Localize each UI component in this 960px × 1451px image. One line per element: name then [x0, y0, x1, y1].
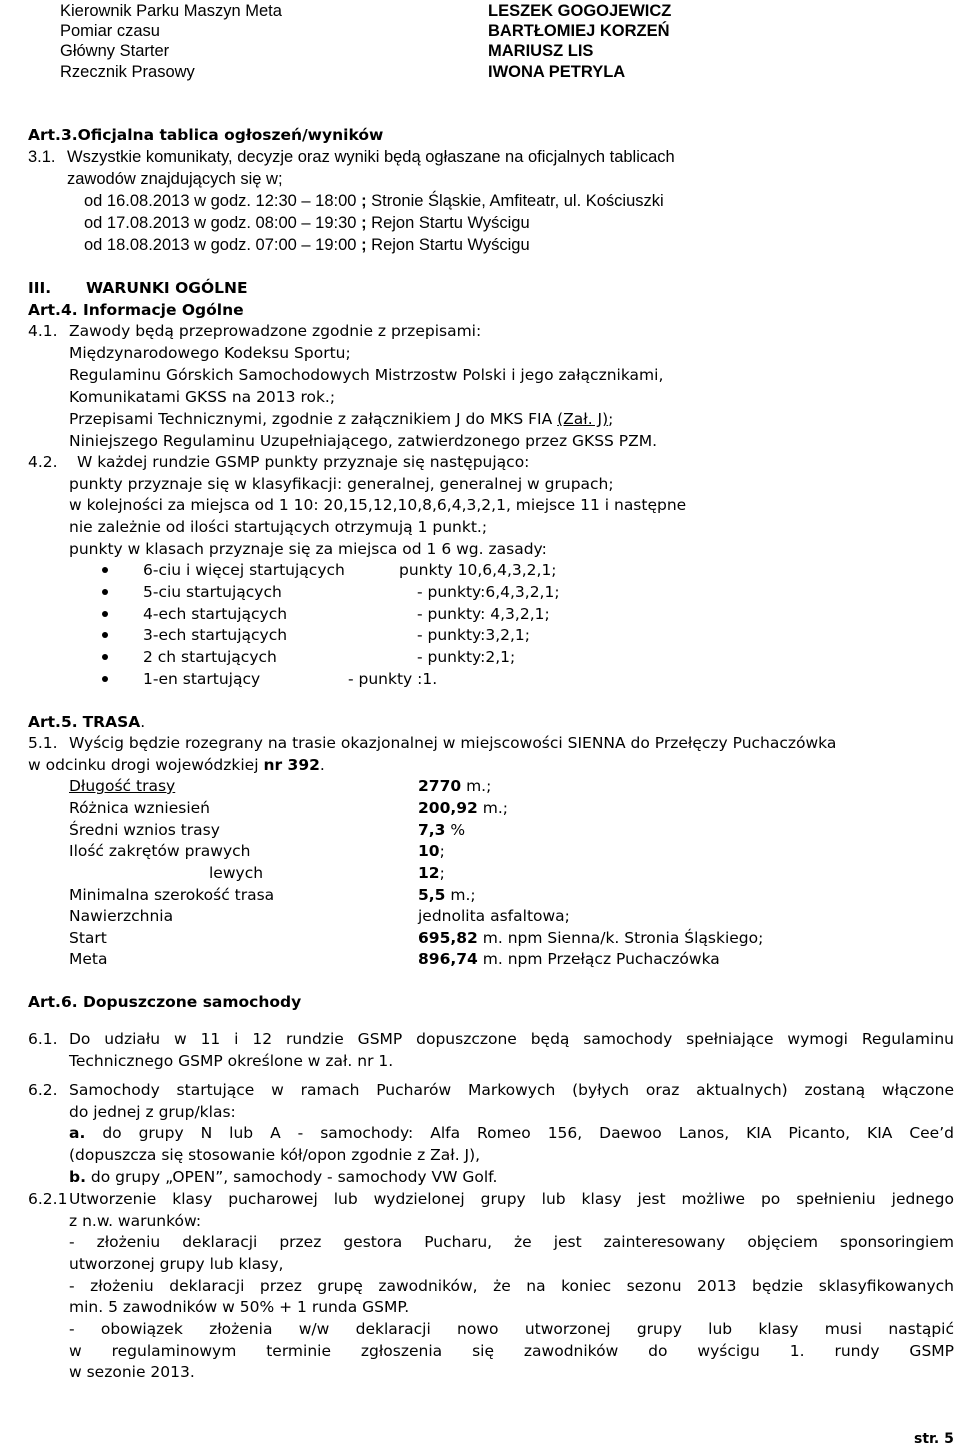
- points-value-1: punkty 10,6,4,3,2,1;: [399, 561, 557, 579]
- art4-heading: Art.4. Informacje Ogólne: [28, 301, 244, 319]
- route-value-start: 695,82 m. npm Sienna/k. Stronia Śląskiego;: [418, 929, 764, 947]
- art5-p1-num: 5.1.: [28, 734, 58, 752]
- art4-p1-line-2: Międzynarodowego Kodeksu Sportu;: [69, 344, 351, 362]
- art4-p2-line-3: w kolejności za miejsca od 1 10: 20,15,12,10,8,6,4,3,2,1, miejsce 11 i następne: [69, 496, 687, 514]
- route-value-finish: 896,74 m. npm Przełącz Puchaczówka: [418, 950, 720, 968]
- art4-p2-line-4: nie zależnie od ilości startujących otrzymują 1 punkt.;: [69, 518, 488, 536]
- art4-p2-num: 4.2.: [28, 453, 58, 471]
- bullet-icon: [102, 567, 108, 573]
- art6-p1-num: 6.1.: [28, 1030, 58, 1048]
- bullet-icon: [102, 654, 108, 660]
- route-value-width: 5,5 m.;: [418, 886, 476, 904]
- route-value-length: 2770 m.;: [418, 777, 492, 795]
- art6-p3-line-6: min. 5 zawodników w 50% + 1 runda GSMP.: [69, 1298, 410, 1316]
- art4-p1-line-3: Regulaminu Górskich Samochodowych Mistrzostw Polski i jego załącznikami,: [69, 366, 664, 384]
- points-value-6: - punkty :1.: [348, 670, 438, 688]
- official-role-2: Pomiar czasu: [60, 22, 160, 40]
- bullet-icon: [102, 676, 108, 682]
- points-value-4: - punkty:3,2,1;: [417, 626, 530, 644]
- route-label-right-turns: Ilość zakrętów prawych: [69, 842, 251, 860]
- official-role-4: Rzecznik Prasowy: [60, 63, 195, 81]
- art4-p1-last: Niniejszego Regulaminu Uzupełniającego, zatwierdzonego przez GKSS PZM.: [69, 432, 658, 450]
- art6-p2-line-a: Samochody startujące w ramach Pucharów Markowych (byłych oraz aktualnych) zostaną włączone: [69, 1081, 954, 1099]
- route-label-gradient: Średni wznios trasy: [69, 821, 220, 839]
- art6-p3-line-3: - złożeniu deklaracji przez gestora Pucharu, że jest zainteresowany objęciem sponsoringiem: [69, 1233, 954, 1251]
- art3-p1-line-a: Wszystkie komunikaty, decyzje oraz wyniki będą ogłaszane na oficjalnych tablicach: [67, 148, 675, 166]
- official-role-1: Kierownik Parku Maszyn Meta: [60, 2, 282, 20]
- art5-p1-line-b: w odcinku drogi wojewódzkiej nr 392.: [28, 756, 325, 774]
- route-label-width: Minimalna szerokość trasa: [69, 886, 275, 904]
- points-value-5: - punkty:2,1;: [417, 648, 516, 666]
- art3-date-2: od 17.08.2013 w godz. 08:00 – 19:30 ; Rejon Startu Wyścigu: [84, 214, 530, 232]
- art4-p1-line-4: Komunikatami GKSS na 2013 rok.;: [69, 388, 336, 406]
- art4-p2-line-5: punkty w klasach przyznaje się za miejsca od 1 6 wg. zasady:: [69, 540, 547, 558]
- art5-heading: Art.5. TRASA.: [28, 713, 146, 731]
- points-value-2: - punkty:6,4,3,2,1;: [417, 583, 560, 601]
- official-name-3: MARIUSZ LIS: [488, 42, 594, 60]
- points-label-4: 3-ech startujących: [143, 626, 288, 644]
- bullet-icon: [102, 632, 108, 638]
- page-number: str. 5: [914, 1431, 954, 1447]
- art6-p2-line-b: do jednej z grup/klas:: [69, 1103, 236, 1121]
- section-3-title: WARUNKI OGÓLNE: [86, 279, 248, 297]
- route-label-length: Długość trasy: [69, 777, 176, 795]
- official-name-2: BARTŁOMIEJ KORZEŃ: [488, 22, 670, 40]
- art4-p1-num: 4.1.: [28, 322, 58, 340]
- art4-p1-line-1: Zawody będą przeprowadzone zgodnie z przepisami:: [69, 322, 482, 340]
- points-label-1: 6-ciu i więcej startujących: [143, 561, 345, 579]
- art6-p3-line-5: - złożeniu deklaracji przez grupę zawodników, że na koniec sezonu 2013 będzie sklasyfikowanych: [69, 1277, 954, 1295]
- route-value-left-turns: 12;: [418, 864, 445, 882]
- official-name-4: IWONA PETRYLA: [488, 63, 626, 81]
- section-3-num: III.: [28, 279, 52, 297]
- art3-p1-line-b: zawodów znajdujących się w;: [67, 170, 283, 188]
- art4-p1-tech: Przepisami Technicznymi, zgodnie z załącznikiem J do MKS FIA (Zał. J);: [69, 410, 614, 428]
- art6-p3-line-9: w sezonie 2013.: [69, 1363, 195, 1381]
- art4-p2-line-2: punkty przyznaje się w klasyfikacji: generalnej, generalnej w grupach;: [69, 475, 614, 493]
- art3-date-3: od 18.08.2013 w godz. 07:00 – 19:00 ; Rejon Startu Wyścigu: [84, 236, 530, 254]
- points-label-2: 5-ciu startujących: [143, 583, 282, 601]
- points-label-6: 1-en startujący: [143, 670, 261, 688]
- official-role-3: Główny Starter: [60, 42, 170, 60]
- points-value-3: - punkty: 4,3,2,1;: [417, 605, 550, 623]
- route-label-left-turns: lewych: [209, 864, 264, 882]
- art6-p3-line-2: z n.w. warunków:: [69, 1212, 202, 1230]
- route-label-start: Start: [69, 929, 107, 947]
- art6-p1-line-a: Do udziału w 11 i 12 rundzie GSMP dopuszczone będą samochody spełniające wymogi Regulaminu: [69, 1030, 954, 1048]
- art3-heading: Art.3.Oficjalna tablica ogłoszeń/wyników: [28, 126, 384, 144]
- art6-p3-line-4: utworzonej grupy lub klasy,: [69, 1255, 284, 1273]
- art3-date-1: od 16.08.2013 w godz. 12:30 – 18:00 ; Stronie Śląskie, Amfiteatr, ul. Kościuszki: [84, 192, 664, 210]
- route-value-right-turns: 10;: [418, 842, 445, 860]
- art6-p1-line-b: Technicznego GSMP określone w zał. nr 1.: [69, 1052, 394, 1070]
- art6-p3-line-1: Utworzenie klasy pucharowej lub wydzielonej grupy lub klasy jest możliwe po spełnieniu jednego: [69, 1190, 954, 1208]
- route-label-surface: Nawierzchnia: [69, 907, 174, 925]
- route-value-gradient: 7,3 %: [418, 821, 466, 839]
- art6-p2-num: 6.2.: [28, 1081, 58, 1099]
- art6-p3-line-7: - obowiązek złożenia w/w deklaracji nowo utworzonej grupy lub klasy musi nastąpić: [69, 1320, 954, 1338]
- bullet-icon: [102, 589, 108, 595]
- route-label-finish: Meta: [69, 950, 108, 968]
- art4-p2-line-1: W każdej rundzie GSMP punkty przyznaje się następująco:: [77, 453, 530, 471]
- bullet-icon: [102, 611, 108, 617]
- art6-p3-line-8: w regulaminowym terminie zgłoszenia się zawodników do wyścigu 1. rundy GSMP: [69, 1342, 954, 1360]
- points-label-5: 2 ch startujących: [143, 648, 277, 666]
- art6-heading: Art.6. Dopuszczone samochody: [28, 993, 302, 1011]
- route-value-surface: jednolita asfaltowa;: [418, 907, 570, 925]
- route-label-elevation: Różnica wzniesień: [69, 799, 210, 817]
- art6-p2-line-d: (dopuszcza się stosowanie kół/opon zgodnie z Zał. J),: [69, 1146, 481, 1164]
- official-name-1: LESZEK GOGOJEWICZ: [488, 2, 672, 20]
- route-value-elevation: 200,92 m.;: [418, 799, 509, 817]
- art3-p1-num: 3.1.: [28, 148, 56, 166]
- art6-p2-line-e: b. do grupy „OPEN”, samochody - samochody VW Golf.: [69, 1168, 498, 1186]
- points-label-3: 4-ech startujących: [143, 605, 288, 623]
- art5-p1-line-a: Wyścig będzie rozegrany na trasie okazjonalnej w miejscowości SIENNA do Przełęczy Puchaczówka: [69, 734, 837, 752]
- art6-p2-line-c: a. do grupy N lub A - samochody: Alfa Romeo 156, Daewoo Lanos, KIA Picanto, KIA Cee’d: [69, 1124, 954, 1142]
- art6-p3-num: 6.2.1: [28, 1190, 68, 1208]
